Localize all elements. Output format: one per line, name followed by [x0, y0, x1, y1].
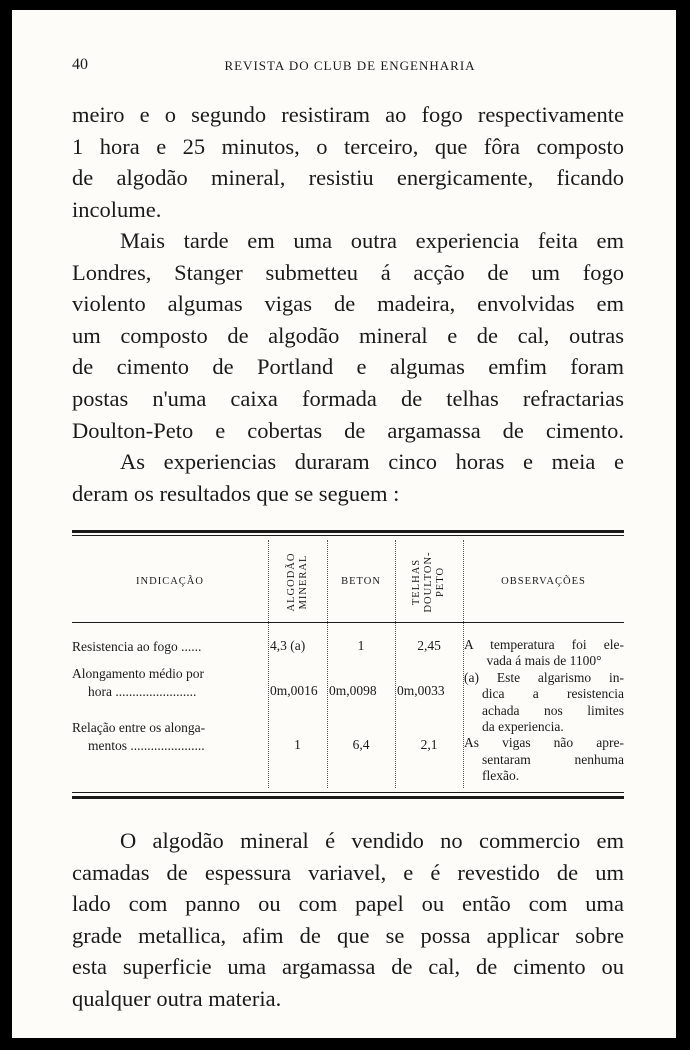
cell-telhas-alongamento: 0m,0033: [397, 683, 445, 698]
cell-telhas-relacao: 2,1: [420, 737, 438, 752]
cell-beton-relacao: 6,4: [352, 737, 370, 752]
paragraph-1: [72, 99, 624, 225]
table-row-label: [72, 719, 268, 755]
header-algodao-line: ALGODÃO: [286, 552, 297, 612]
page-number: 40: [72, 56, 88, 73]
text-line: de algodão mineral, resistiu energicamente, ficando: [72, 165, 624, 191]
cell-telhas-resistencia: 2,45: [417, 638, 441, 653]
table-row-label: [72, 638, 268, 656]
obs-line: sentaram nenhuma: [482, 751, 624, 767]
text-line: um composto de algodão mineral e de cal, outras: [72, 322, 624, 348]
text-line: Londres, Stanger submetteu á acção de um fogo: [72, 259, 624, 285]
running-header: [72, 56, 628, 76]
header-telhas-line: PETO: [435, 566, 446, 598]
row-label-line: Alongamento médio por: [72, 666, 204, 681]
text-line: As experiencias duraram cinco horas e meia e: [120, 449, 624, 474]
obs-line: flexão.: [482, 768, 520, 784]
header-indicacao: INDICAÇÃO: [136, 576, 204, 587]
table-top-rule: [72, 530, 624, 533]
header-algodao-line: MINERAL: [298, 554, 309, 610]
book-page: [12, 10, 676, 1038]
cell-beton-resistencia: 1: [357, 638, 365, 653]
header-telhas-line: TELHAS: [411, 558, 422, 606]
header-beton: BETON: [341, 576, 381, 587]
row-label-line: Resistencia ao fogo ......: [72, 639, 202, 654]
table-bottom-rule-thin: [72, 792, 624, 793]
row-label-line: mentos ......................: [88, 738, 205, 753]
cell-algodao-alongamento: 0m,0016: [270, 683, 318, 698]
cell-algodao-relacao: 1: [294, 737, 301, 752]
text-line: qualquer outra materia.: [72, 985, 282, 1011]
header-telhas: [411, 532, 447, 632]
paragraph-2: [72, 225, 624, 446]
header-observacoes: OBSERVAÇÕES: [501, 576, 586, 587]
text-line: esta superficie uma argamassa de cal, de cimento ou: [72, 954, 624, 980]
obs-line: As vigas não apre-: [464, 735, 624, 751]
obs-line: vada á mais de 1100°: [486, 653, 602, 669]
table-top-rule-thin: [72, 535, 624, 536]
cell-algodao-resistencia: 4,3 (a): [270, 638, 306, 653]
text-line: lado com panno ou com papel ou então com uma: [72, 891, 624, 917]
text-line: meiro e o segundo resistiram ao fogo respectivamente: [72, 102, 624, 127]
obs-line: A temperatura foi ele-: [464, 637, 624, 652]
text-line: Mais tarde em uma outra experiencia feita em: [120, 228, 624, 253]
obs-line: achada nos limites: [482, 702, 624, 718]
text-line: grade metallica, afim de que se possa applicar sobre: [72, 922, 624, 948]
text-line: Doulton-Peto e cobertas de argamassa de cimento.: [72, 417, 624, 443]
row-label-line: hora ........................: [88, 684, 197, 699]
paragraph-4: [72, 825, 624, 1015]
text-line: deram os resultados que se seguem :: [72, 480, 400, 506]
row-label-line: Relação entre os alonga-: [72, 720, 206, 735]
text-line: de cimento de Portland e algumas emfim foram: [72, 354, 624, 380]
obs-line: dica a resistencia: [482, 686, 624, 702]
text-line: camadas de espessura variavel, e é revestido de um: [72, 859, 624, 885]
results-table: [72, 530, 624, 802]
text-line: O algodão mineral é vendido no commercio em: [120, 828, 624, 853]
cell-beton-alongamento: 0m,0098: [329, 683, 377, 698]
table-bottom-rule: [72, 796, 624, 799]
observacoes-text: [464, 637, 624, 785]
table-row-label: [72, 665, 268, 701]
header-telhas-line: DOULTON-: [423, 551, 434, 613]
journal-title: REVISTA DO CLUB DE ENGENHARIA: [224, 58, 476, 73]
header-algodao: [286, 532, 310, 632]
text-line: postas n'uma caixa formada de telhas refractarias: [72, 385, 624, 411]
text-line: violento algumas vigas de madeira, envolvidas em: [72, 291, 624, 317]
paragraph-3: [72, 446, 624, 509]
table-header-rule: [72, 622, 624, 623]
obs-line: (a) Este algarismo in-: [464, 669, 624, 685]
text-line: 1 hora e 25 minutos, o terceiro, que fôra composto: [72, 133, 624, 159]
text-line: incolume.: [72, 196, 162, 222]
obs-line: da experiencia.: [482, 719, 564, 735]
